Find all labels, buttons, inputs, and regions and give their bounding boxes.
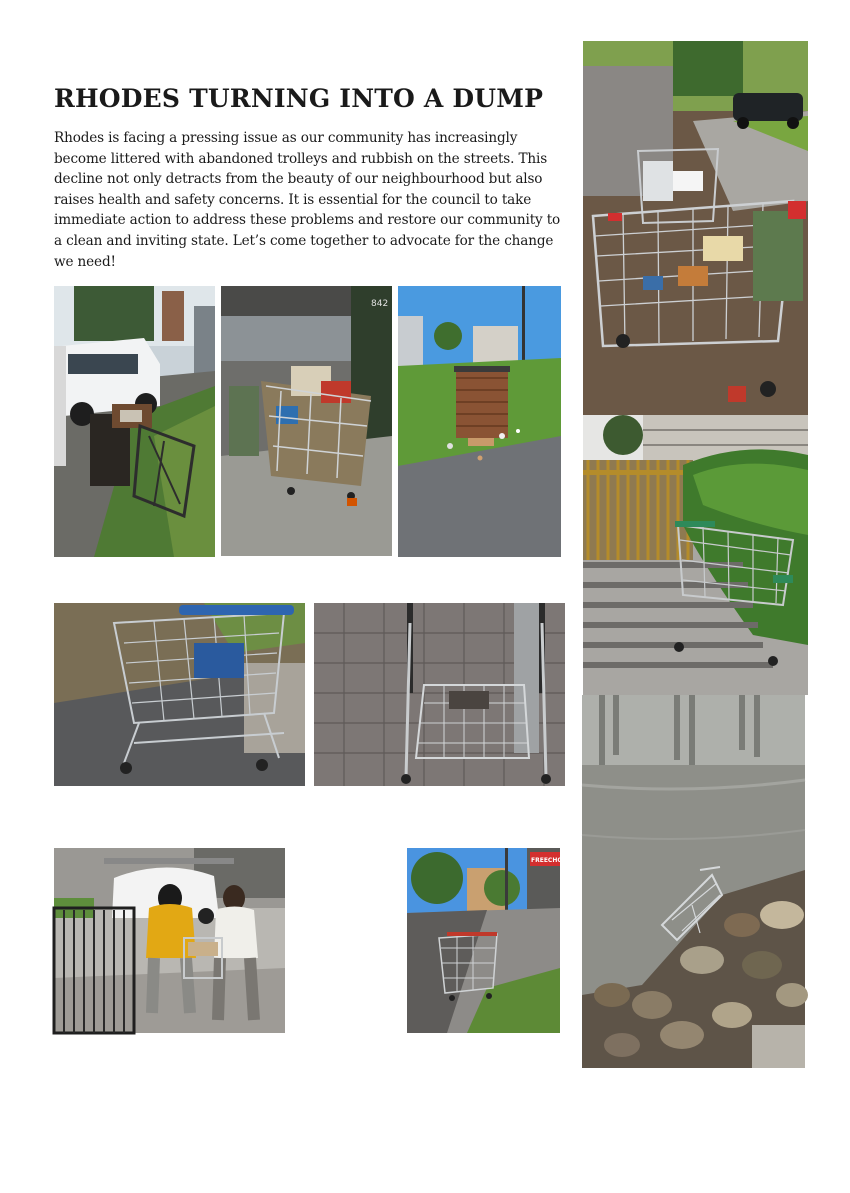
sign-text: FREECHOI xyxy=(531,857,565,864)
photo-rubbish-trolleys xyxy=(221,286,392,556)
page-title: RHODES TURNING INTO A DUMP xyxy=(54,84,544,113)
photo-blue-trolley xyxy=(54,603,305,786)
photo-street-trolley xyxy=(407,848,565,1033)
photo-trolley-on-stairs xyxy=(583,415,808,695)
bin-number: 842 xyxy=(371,299,389,309)
photo-plaza-trolley xyxy=(314,603,565,786)
photo-trolley-in-water xyxy=(582,695,805,1068)
photo-overflowing-bin xyxy=(398,286,561,557)
article-body: Rhodes is facing a pressing issue as our community has increasingly become littered with abandoned trolleys and rubbish on the streets. This decline not only detracts from the beauty of our neighbourhood but also raises health and safety concerns. It is essential for the council to take immediate action to address these problems and restore our community to a clean and inviting state. Let’s come together to advocate for the change we need! xyxy=(54,130,561,270)
photo-dumped-furniture xyxy=(54,286,215,557)
photo-people-with-trolley xyxy=(54,848,285,1033)
photo-trolleys-on-dirt xyxy=(583,41,808,415)
